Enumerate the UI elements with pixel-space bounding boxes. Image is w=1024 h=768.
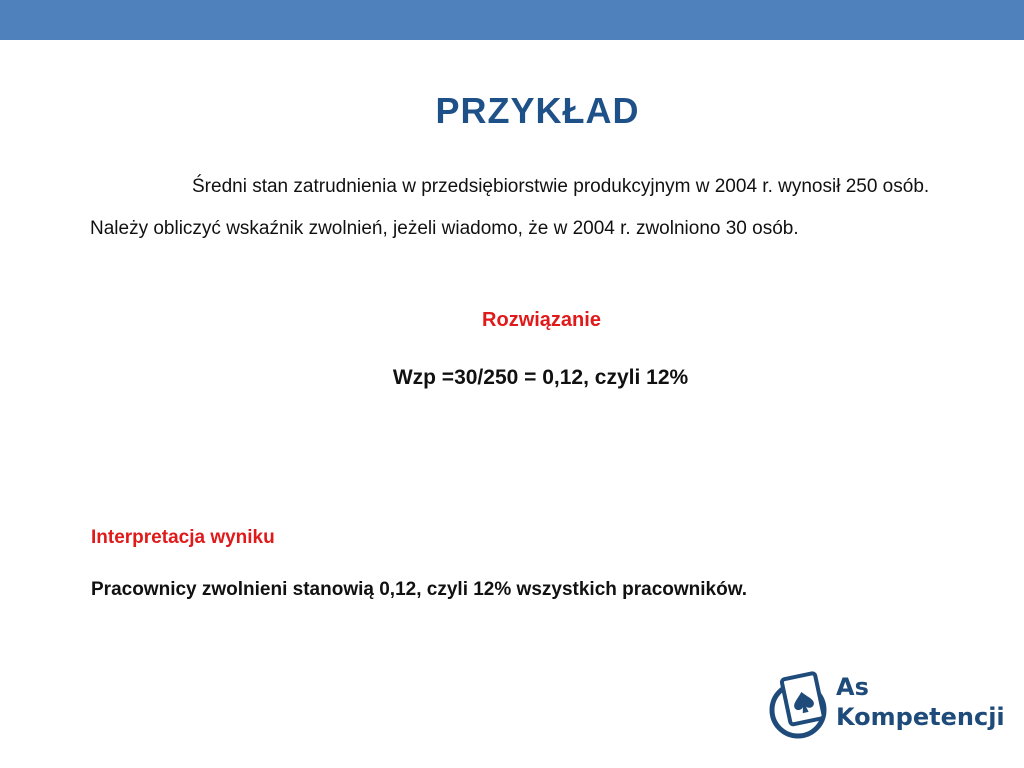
- problem-paragraph: Średni stan zatrudnienia w przedsiębiorstwie produkcyjnym w 2004 r. wynosił 250 osób. Należy obliczyć wskaźnik zwolnień, jeżeli wiadomo, że w 2004 r. zwolniono 30 osób.: [90, 176, 930, 239]
- top-bar: [0, 0, 1024, 40]
- formula: Wzp =30/250 = 0,12, czyli 12%: [392, 366, 689, 389]
- slide-title: PRZYKŁAD: [435, 90, 640, 131]
- interpretation-text: Pracownicy zwolnieni stanowią 0,12, czyli 12% wszystkich pracowników.: [91, 579, 748, 600]
- spade-card-icon: [768, 670, 832, 742]
- interpretation-heading: Interpretacja wyniku: [91, 527, 275, 548]
- logo-line-2: Kompetencji: [836, 703, 1005, 731]
- logo-text: [836, 672, 1005, 732]
- solution-heading: Rozwiązanie: [482, 309, 601, 331]
- logo-line-1: As: [836, 673, 869, 701]
- logo: [768, 670, 1005, 750]
